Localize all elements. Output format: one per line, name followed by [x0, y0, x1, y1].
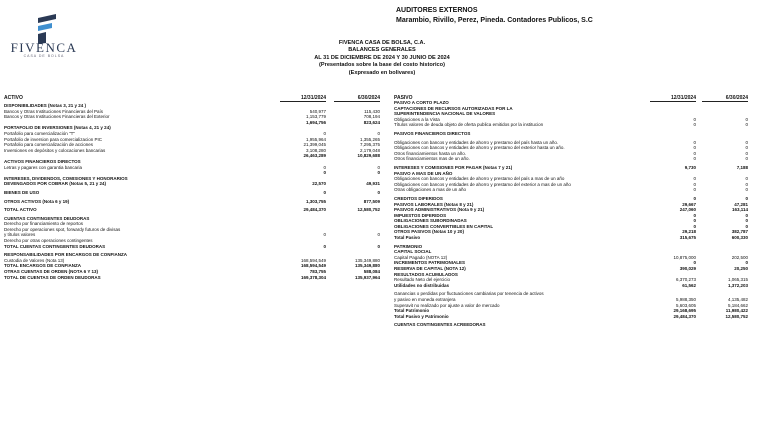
- row-value-current: 29,484,370: [673, 313, 696, 319]
- row-value-current: 0: [323, 130, 326, 136]
- row-value-prior: 0: [745, 260, 748, 266]
- row-label: PORTAFOLIO DE INVERSIONES (Notas 4, 21 y 24): [4, 125, 111, 131]
- row-value-prior: 0: [745, 122, 748, 128]
- title-line-3: AL 31 DE DICIEMBRE DE 2024 Y 30 JUNIO DE 2024: [314, 54, 450, 61]
- row-value-current: 0: [693, 139, 696, 145]
- row-label: Derecho por otras operaciones contingentes: [4, 238, 93, 244]
- row-label: Utilidades no distribuidas: [394, 282, 450, 288]
- row-label: Bancos y Otras Instituciones Financieras del Exterior: [4, 114, 110, 120]
- row-label: PASIVO A MAS DE UN AÑO: [394, 170, 453, 176]
- row-value-prior: 2,179,048: [359, 147, 380, 153]
- row-label: Portafolio de inversion para comercializacion PIC: [4, 136, 103, 142]
- row-label: CREDITOS DIFERIDOS: [394, 195, 443, 201]
- row-value-current: 169,378,304: [300, 274, 326, 280]
- row-label: PASIVO A CORTO PLAZO: [394, 100, 449, 105]
- row-value-current: 0: [693, 176, 696, 182]
- row-label: y títulos valores: [4, 232, 36, 238]
- row-label: OBLIGACIONES CONVERTIBLES EN CAPITAL: [394, 223, 494, 229]
- row-value-prior: 20,250: [734, 266, 748, 272]
- row-label: PASIVOS ADMINISTRATIVOS (Nota 9 y 21): [394, 207, 485, 213]
- row-value-prior: 163,114: [731, 207, 748, 213]
- row-value-prior: 0: [745, 145, 748, 151]
- auditor-line-1: AUDITORES EXTERNOS: [396, 7, 478, 14]
- row-label: BIENES DE USO: [4, 189, 40, 195]
- row-label: Otros financiamientos hasta un año.: [394, 150, 467, 156]
- row-value-prior: 0: [745, 139, 748, 145]
- row-label: Obligaciones con bancos y entidades de ahorro y prestamo del país a mas de un año: [394, 176, 565, 182]
- row-value-prior: 12,580,752: [725, 313, 748, 319]
- row-value-prior: 382,787: [731, 229, 748, 235]
- row-value-prior: 0: [377, 243, 380, 249]
- row-label: Capital Pagado (NOTA 12): [394, 254, 448, 260]
- row-value-current: 10,875,000: [673, 254, 696, 260]
- row-label: Ganancias o perdidas por fluctuaciones cambiarias por tenencia de activos: [394, 291, 544, 297]
- row-label: PASIVOS FINANCIEROS DIRECTOS: [394, 130, 471, 136]
- row-value-current: 390,029: [679, 266, 696, 272]
- row-label: Total Pasivo y Patrimonio: [394, 313, 449, 319]
- row-value-current: 5,988,350: [675, 297, 696, 302]
- logo-name: FIVENCA: [10, 40, 78, 55]
- row-value-current: 1,153,779: [305, 114, 326, 120]
- row-value-prior: 202,500: [731, 254, 748, 260]
- row-value-current: 0: [693, 181, 696, 187]
- row-label: RESERVA DE CAPITAL (NOTA 12): [394, 266, 466, 272]
- row-label: Bancos y Otras Instituciones Financieras del País: [4, 108, 104, 114]
- row-value-current: 168,594,549: [300, 263, 326, 269]
- row-value-current: 0: [693, 145, 696, 151]
- row-value-prior: 7,295,375: [359, 142, 380, 148]
- row-label: CUENTAS CONTINGENTES ACREEDORAS: [394, 322, 486, 328]
- row-value-prior: 0: [745, 181, 748, 187]
- row-label: Custodia de Valores (Nota 13): [4, 257, 65, 263]
- row-label: Obligaciones con bancos y entidades de ahorro y prestamo del país hasta un año.: [394, 139, 559, 145]
- row-value-prior: 4,135,482: [727, 297, 748, 302]
- row-value-current: 22,570: [312, 181, 326, 187]
- row-label: RESPONSABILIDADES POR ENCARGOS DE CONFIANZA: [4, 252, 128, 258]
- row-value-prior: 0: [745, 212, 748, 218]
- row-value-prior: 0: [745, 176, 748, 182]
- row-value-current: 247,060: [679, 207, 696, 213]
- row-label: Letras y pagares con garantia bancaria: [4, 164, 83, 170]
- row-value-prior: 135,349,880: [354, 257, 380, 263]
- row-label: INTERESES, DIVIDENDOS, COMISIONES Y HONORARIOS: [4, 175, 128, 181]
- row-label: Portafolio para comercialización de acciones: [4, 142, 94, 148]
- title-line-1: FIVENCA CASA DE BOLSA, C.A.: [338, 40, 426, 46]
- row-label: Otras obligaciones a mas de un año: [394, 187, 467, 193]
- row-value-current: 6,370,273: [675, 277, 696, 283]
- title-line-5: (Expresado en bolivares): [348, 69, 416, 76]
- row-value-prior: 1,372,203: [727, 282, 748, 288]
- row-label: INCREMENTOS PATRIMONIALES: [394, 260, 466, 266]
- row-value-current: 0: [693, 116, 696, 122]
- liabilities-col-date-1: 12/31/2024: [650, 95, 696, 102]
- row-label: Obligaciones con bancos y entidades de ahorro y prestamo del exterior hasta un año.: [394, 145, 565, 151]
- row-value-current: 783,755: [309, 269, 326, 275]
- assets-col-date-2: 6/30/2024: [334, 95, 380, 102]
- table-row: [394, 322, 750, 328]
- row-value-current: 0: [323, 170, 326, 176]
- row-value-current: 0: [693, 195, 696, 201]
- row-value-prior: 11,980,422: [725, 308, 748, 314]
- row-value-current: 0: [693, 218, 696, 224]
- assets-header: ACTIVO: [4, 95, 23, 101]
- row-label: OTROS ACTIVOS (Nota 6 y 19): [4, 198, 70, 204]
- row-label: DISPONIBILIDADES (Notas 3, 21 y 24 ): [4, 103, 87, 108]
- liabilities-col-date-2: 6/30/2024: [702, 95, 748, 102]
- row-label: DEVENGADOS POR COBRAR (Notas 5, 21 y 24): [4, 181, 107, 187]
- row-value-current: 0: [693, 156, 696, 162]
- row-value-current: 29,218: [682, 229, 696, 235]
- row-label: IMPUESTOS DIFERIDOS: [394, 212, 447, 218]
- row-value-current: 0: [693, 223, 696, 229]
- row-label: Inversiones en depósitos y colocaciones bancarias: [4, 147, 106, 153]
- row-value-prior: 823,624: [363, 119, 380, 125]
- row-value-current: 0: [323, 189, 326, 195]
- row-label: Total Pasivo: [394, 235, 421, 241]
- row-label: Superavit no realizado por ajuste a valor de mercado: [394, 302, 500, 308]
- row-value-prior: 0: [745, 195, 748, 201]
- row-value-prior: 0: [377, 170, 380, 176]
- row-value-prior: 600,330: [731, 235, 748, 241]
- statement-title: [264, 40, 500, 77]
- logo-tagline: CASA DE BOLSA: [23, 54, 65, 58]
- row-label: Portafolio para comercialización "T": [4, 130, 75, 136]
- row-value-prior: 1,065,315: [727, 277, 748, 283]
- row-value-prior: 0: [377, 232, 380, 238]
- row-value-current: 1,303,755: [305, 198, 326, 204]
- assets-col-date-1: 12/31/2024: [280, 95, 326, 102]
- row-label: TOTAL CUENTAS CONTINGENTES DEUDORAS: [4, 243, 106, 249]
- row-value-prior: 10,829,688: [357, 153, 380, 159]
- liabilities-header: PASIVO: [394, 95, 413, 101]
- row-label: Derecho por financiamiento de reportos: [4, 221, 84, 227]
- row-value-prior: 708,194: [363, 114, 380, 120]
- row-label: y pasivo en moneda extranjera: [394, 297, 456, 302]
- row-label: OBLIGACIONES SUBORDINADAS: [394, 218, 467, 224]
- row-value-prior: 0: [745, 116, 748, 122]
- row-label: TOTAL DE CUENTAS DE ORDEN DEUDORAS: [4, 274, 101, 280]
- row-value-current: 0: [693, 260, 696, 266]
- row-value-prior: 135,349,880: [354, 263, 380, 269]
- row-value-prior: 135,937,964: [354, 274, 380, 280]
- assets-table: [4, 103, 382, 280]
- row-label: TOTAL ENCARGOS DE CONFIANZA: [4, 263, 82, 269]
- row-value-current: 29,168,695: [673, 308, 696, 314]
- row-value-prior: 0: [377, 130, 380, 136]
- row-label: CAPTACIONES DE RECURSOS AUTORIZADAS POR LA: [394, 105, 513, 111]
- row-value-current: 29,484,370: [303, 207, 326, 213]
- row-label: TOTAL ACTIVO: [4, 207, 37, 213]
- row-value-current: 3,108,280: [305, 147, 326, 153]
- row-value-prior: 0: [377, 189, 380, 195]
- row-value-current: 5,603,605: [675, 302, 696, 308]
- row-label: Obligaciones a la Vista: [394, 116, 440, 122]
- row-value-current: 61,562: [682, 282, 696, 288]
- row-value-prior: 1,355,265: [359, 136, 380, 142]
- row-value-current: 26,463,289: [303, 153, 326, 159]
- row-label: ACTIVOS FINANCIEROS DIRECTOS: [4, 158, 81, 164]
- row-value-current: 0: [323, 164, 326, 170]
- row-value-current: 0: [693, 187, 696, 193]
- table-row: [4, 275, 382, 281]
- row-label: Total Patrimonio: [394, 308, 430, 314]
- row-value-prior: 12,580,752: [357, 207, 380, 213]
- row-value-current: 0: [693, 150, 696, 156]
- row-value-prior: 5,184,662: [727, 302, 748, 308]
- auditor-line-2: Marambio, Rivillo, Perez, Pineda. Contadores Publicos, S.C: [396, 17, 593, 24]
- row-value-prior: 49,931: [366, 181, 380, 187]
- row-value-prior: 0: [745, 218, 748, 224]
- row-value-prior: 0: [745, 187, 748, 193]
- auditor-header: [396, 6, 593, 26]
- row-value-current: 0: [693, 122, 696, 128]
- row-value-prior: 0: [745, 150, 748, 156]
- row-value-current: 0: [323, 243, 326, 249]
- row-value-prior: 47,281: [734, 201, 748, 207]
- row-label: Derecho por operaciones spot, forwardy futuros de divisas: [4, 226, 121, 232]
- row-value-prior: 115,430: [364, 108, 380, 114]
- row-value-current: 0: [693, 212, 696, 218]
- row-value-prior: 0: [745, 223, 748, 229]
- row-value-current: 315,675: [679, 235, 696, 241]
- row-label: OTRAS CUENTAS DE ORDEN (NOTA 6 Y 13): [4, 269, 99, 275]
- row-value-prior: 0: [377, 164, 380, 170]
- row-value-current: 21,399,045: [303, 142, 326, 148]
- row-label: CUENTAS CONTINGENTES DEUDORAS: [4, 215, 90, 221]
- row-value-current: 9,730: [684, 164, 696, 170]
- row-label: INTERESES Y COMISIONES POR PAGAR (Notas 7 y 21): [394, 164, 513, 170]
- row-label: Obligaciones con bancos y entidades de ahorro y prestamo del exterior a mas de un año: [394, 181, 571, 187]
- row-value-prior: 588,084: [363, 269, 380, 275]
- row-value-current: 1,955,964: [305, 136, 326, 142]
- row-label: Otros financiamientos mas de un año.: [394, 156, 470, 162]
- row-label: Resultado Neto del ejercicio: [394, 277, 451, 283]
- liabilities-table: [394, 100, 750, 328]
- row-label: PATRIMONIO: [394, 243, 423, 249]
- row-label: CAPITAL SOCIAL: [394, 249, 432, 255]
- row-label: OTROS PASIVOS (Notas 10 y 20): [394, 229, 464, 235]
- row-label: Títulos valores de deuda objeto de oferta publica emitidos por la institucion: [394, 122, 544, 128]
- row-value-current: 1,694,756: [305, 119, 326, 125]
- row-value-current: 540,977: [309, 108, 326, 114]
- title-line-4: (Presentados sobre la base del costo historico): [319, 62, 445, 69]
- row-value-current: 0: [323, 232, 326, 238]
- row-value-current: 29,667: [682, 201, 696, 207]
- row-label: SUPERINTENDENCIA NACIONAL DE VALORES: [394, 111, 496, 117]
- title-line-2: BALANCES GENERALES: [348, 47, 416, 54]
- row-label: PASIVOS LABORALES (Notas 8 y 21): [394, 201, 474, 207]
- row-value-prior: 0: [745, 156, 748, 162]
- row-value-current: 168,594,549: [300, 257, 326, 263]
- row-value-prior: 877,509: [363, 198, 380, 204]
- row-label: RESULTADOS ACUMULADOS: [394, 271, 458, 277]
- row-value-prior: 7,188: [736, 164, 748, 170]
